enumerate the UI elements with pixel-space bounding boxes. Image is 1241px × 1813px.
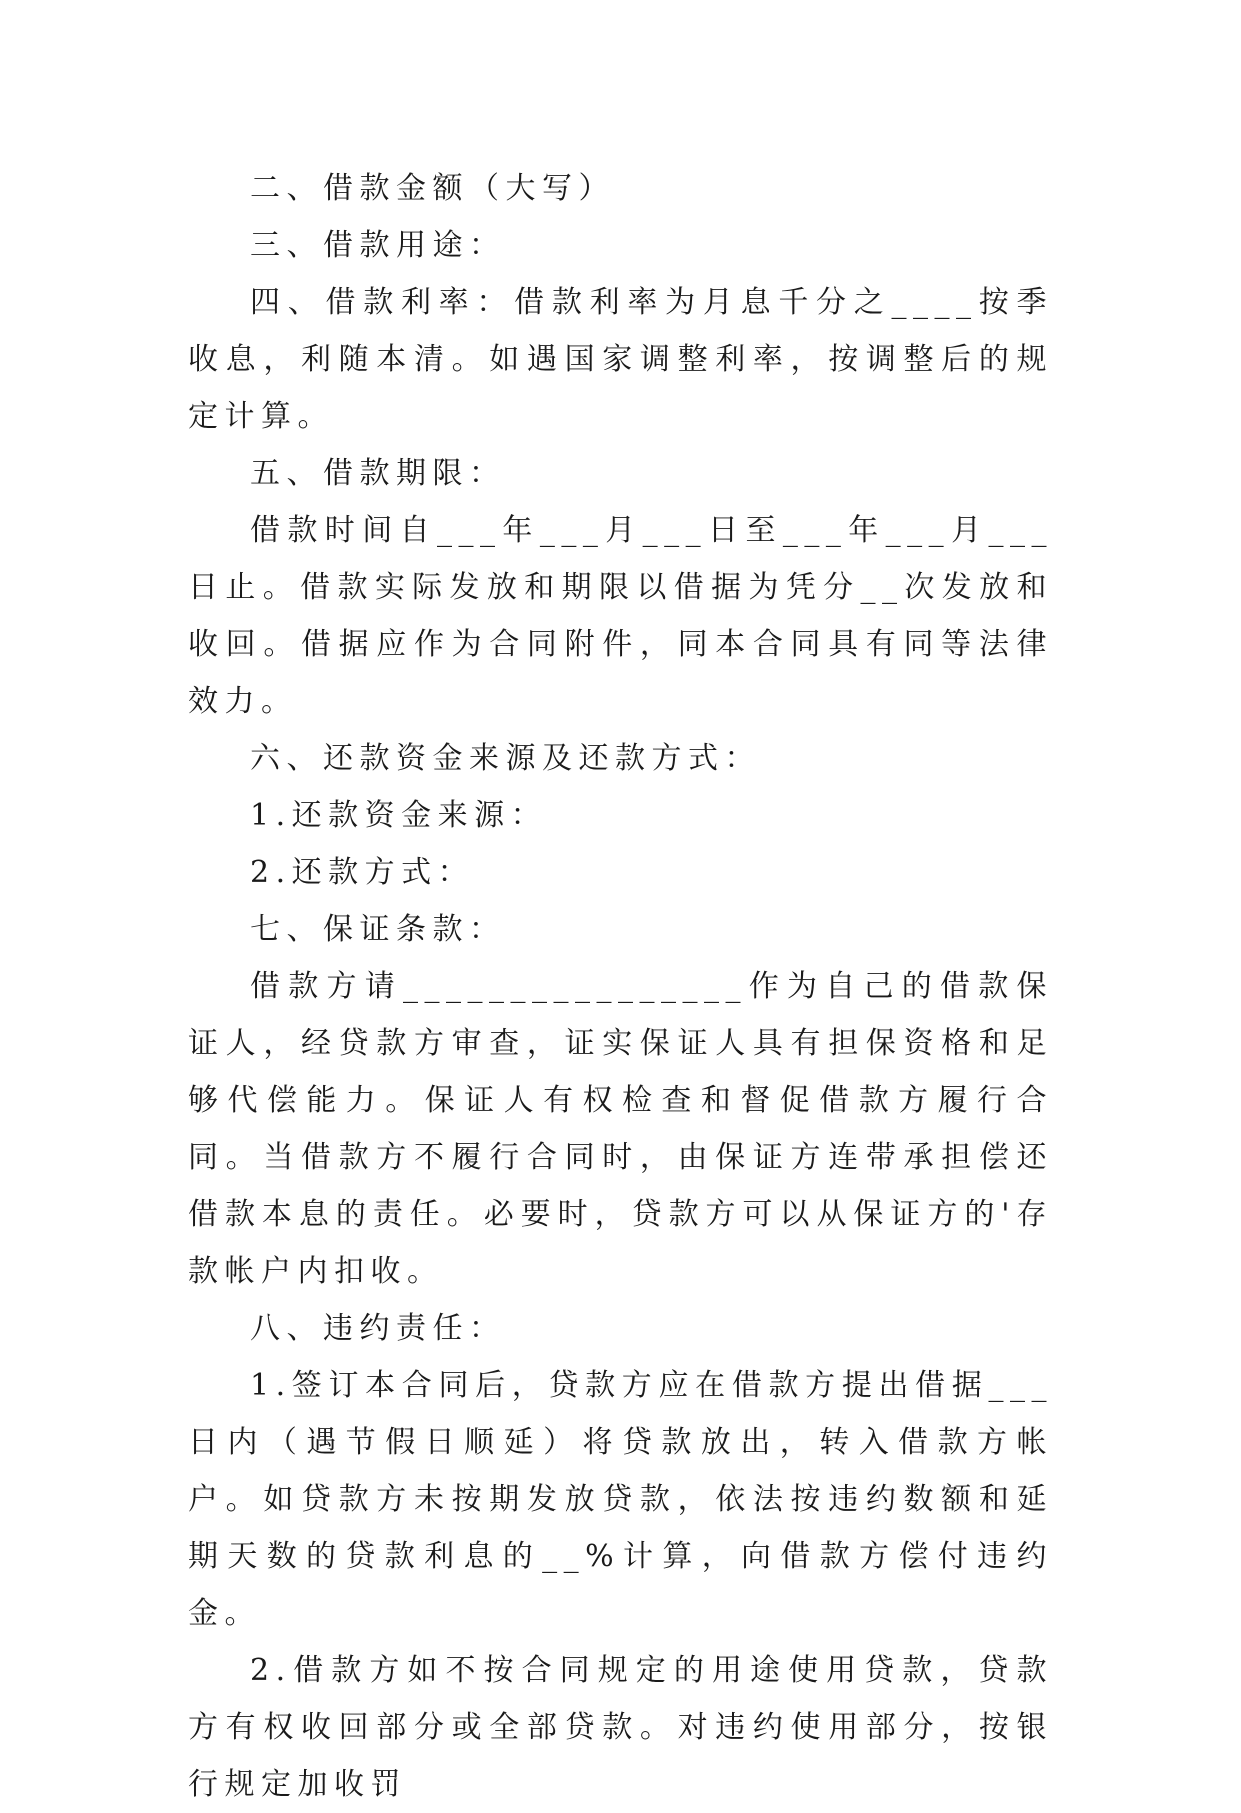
section-5-loan-term: 五、借款期限： — [250, 456, 506, 491]
section-3-loan-purpose: 三、借款用途： — [250, 228, 506, 263]
contract-body — [188, 160, 1053, 1813]
section-2-loan-amount: 二、借款金额（大写） — [250, 171, 615, 206]
loan-term-paragraph: 借款时间自___年___月___日至___年___月___日止。借款实际发放和期限以借据为凭分__次发放和收回。借据应作为合同附件，同本合同具有同等法律效力。 — [188, 513, 1053, 719]
guarantee-paragraph: 借款方请________________作为自己的借款保证人，经贷款方审查，证实保证人具有担保资格和足够代偿能力。保证人有权检查和督促借款方履行合同。当借款方不履行合同时，由保证方连带承担偿还借款本息的责任。必要时，贷款方可以从保证方的'存款帐户内扣收。 — [188, 969, 1053, 1289]
section-6-repayment: 六、还款资金来源及还款方式： — [250, 741, 761, 776]
repayment-method: 2.还款方式： — [250, 855, 475, 890]
liability-clause-2: 2.借款方如不按合同规定的用途使用贷款，贷款方有权收回部分或全部贷款。对违约使用部分，按银行规定加收罚 — [188, 1653, 1053, 1802]
repayment-source: 1.还款资金来源： — [250, 798, 548, 833]
section-7-guarantee: 七、保证条款： — [250, 912, 506, 947]
liability-clause-1: 1.签订本合同后，贷款方应在借款方提出借据___日内（遇节假日顺延）将贷款放出，转入借款方帐户。如贷款方未按期发放贷款，依法按违约数额和延期天数的贷款利息的__%计算，向借款方偿付违约金。 — [188, 1368, 1053, 1631]
section-8-liability: 八、违约责任： — [250, 1311, 506, 1346]
section-4-interest-rate: 四、借款利率：借款利率为月息千分之____按季收息，利随本清。如遇国家调整利率，按调整后的规定计算。 — [188, 285, 1053, 434]
